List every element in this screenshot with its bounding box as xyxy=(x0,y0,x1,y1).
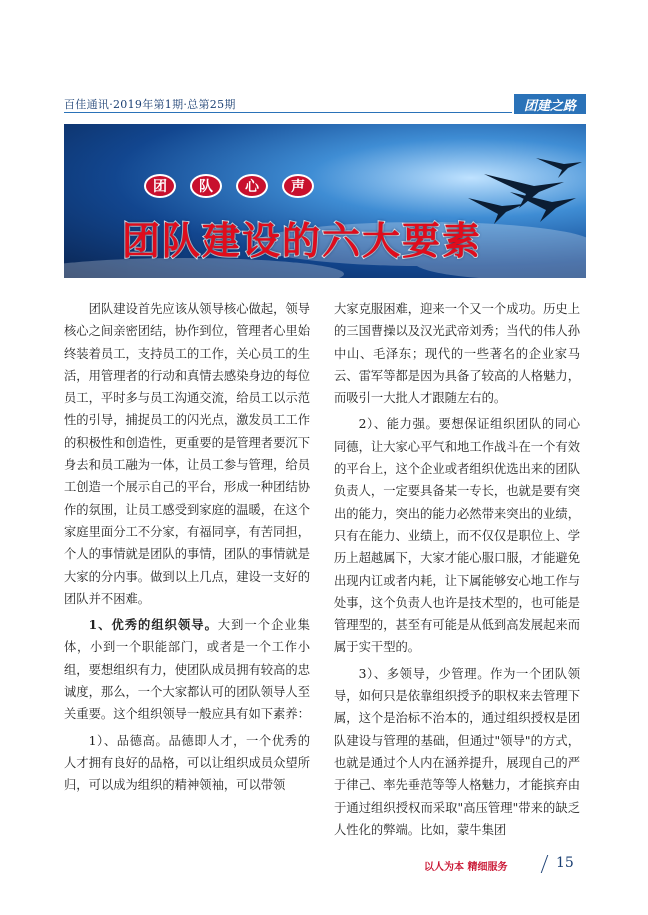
flying-birds-icon xyxy=(468,158,582,224)
section-text: 大到一个企业集体，小到一个职能部门，或者是一个工作小组，要想组织有力，使团队成员拥有较高的忠诚度，那么，一个大家都认可的团队领导人至关重要。这个组织领导一般应具有如下素养： xyxy=(64,618,310,722)
section-label: 团建之路 xyxy=(514,94,586,114)
page-number: 15 xyxy=(556,855,574,871)
article-title: 团队建设的六大要素 xyxy=(122,219,483,263)
section-paragraph xyxy=(64,614,310,725)
banner-tag: 心 xyxy=(236,174,268,198)
banner-tag: 队 xyxy=(190,174,222,198)
page-footer xyxy=(0,855,648,875)
footer-divider xyxy=(541,855,549,873)
body-paragraph: 大家克服困难，迎来一个又一个成功。历史上的三国曹操以及汉光武帝刘秀；当代的伟人孙中山、毛泽东；现代的一些著名的企业家马云、雷军等都是因为具备了较高的人格魅力，而吸引一大批人才跟随左右的。 xyxy=(334,302,580,406)
header-rule xyxy=(64,112,512,113)
issue-info: 百佳通讯·2019年第1期·总第25期 xyxy=(64,98,236,111)
page-header xyxy=(64,94,586,114)
intro-paragraph: 团队建设首先应该从领导核心做起，领导核心之间亲密团结，协作到位，管理者心里始终装着员工，支持员工的工作，关心员工的生活，用管理者的行动和真情去感染身边的每位员工，平时多与员工沟通交流，给员工以示范性的引导，捕捉员工的闪光点，激发员工工作的积极性和创造性，更重要的是管理者要沉下身去和员工融为一体，让员工参与管理，给员工创造一个展示自己的平台，形成一种团结协作的氛围，让员工感受到家庭的温暖，在这个家庭里面分工不分家，有福同享，有苦同担，个人的事情就是团队的事情，团队的事情就是大家的分内事。做到以上几点，建设一支好的团队并不困难。 xyxy=(64,302,310,606)
body-paragraph: 1）、品德高。品德即人才，一个优秀的人才拥有良好的品格，可以让组织成员众望所归，可以成为组织的精神领袖，可以带领 xyxy=(64,733,310,793)
section-heading: 1、优秀的组织领导。 xyxy=(88,617,218,633)
text-column-left xyxy=(64,298,310,801)
footer-slogan: 以人为本 精细服务 xyxy=(424,862,508,873)
text-column-right xyxy=(334,298,580,845)
banner-tag: 团 xyxy=(144,174,176,198)
article-banner xyxy=(64,124,586,278)
body-paragraph: 2）、能力强。要想保证组织团队的同心同德，让大家心平气和地工作战斗在一个有效的平台上，这个企业或者组织优选出来的团队负责人，一定要具备某一专长，也就是要有突出的能力，突出的能力必然带来突出的业绩，只有在能力、业绩上，而不仅仅是职位上、学历上超越属下，大家才能心服口服，才能避免出现内讧或者内耗，让下属能够安心地工作与处事，这个负责人也许是技术型的，也可能是管理型的，甚至有可能是从低到高发展起来而属于实干型的。 xyxy=(334,417,580,655)
banner-tag: 声 xyxy=(282,174,314,198)
body-paragraph: 3）、多领导，少管理。作为一个团队领导，如何只是依靠组织授予的职权来去管理下属，这个是治标不治本的，通过组织授权是团队建设与管理的基础，但通过"领导"的方式，也就是通过个人内在涵养提升，展现自己的严于律己、率先垂范等等人格魅力，才能摈弃由于通过组织授权而采取"高压管理"带来的缺乏人性化的弊端。比如，蒙牛集团 xyxy=(334,666,580,837)
